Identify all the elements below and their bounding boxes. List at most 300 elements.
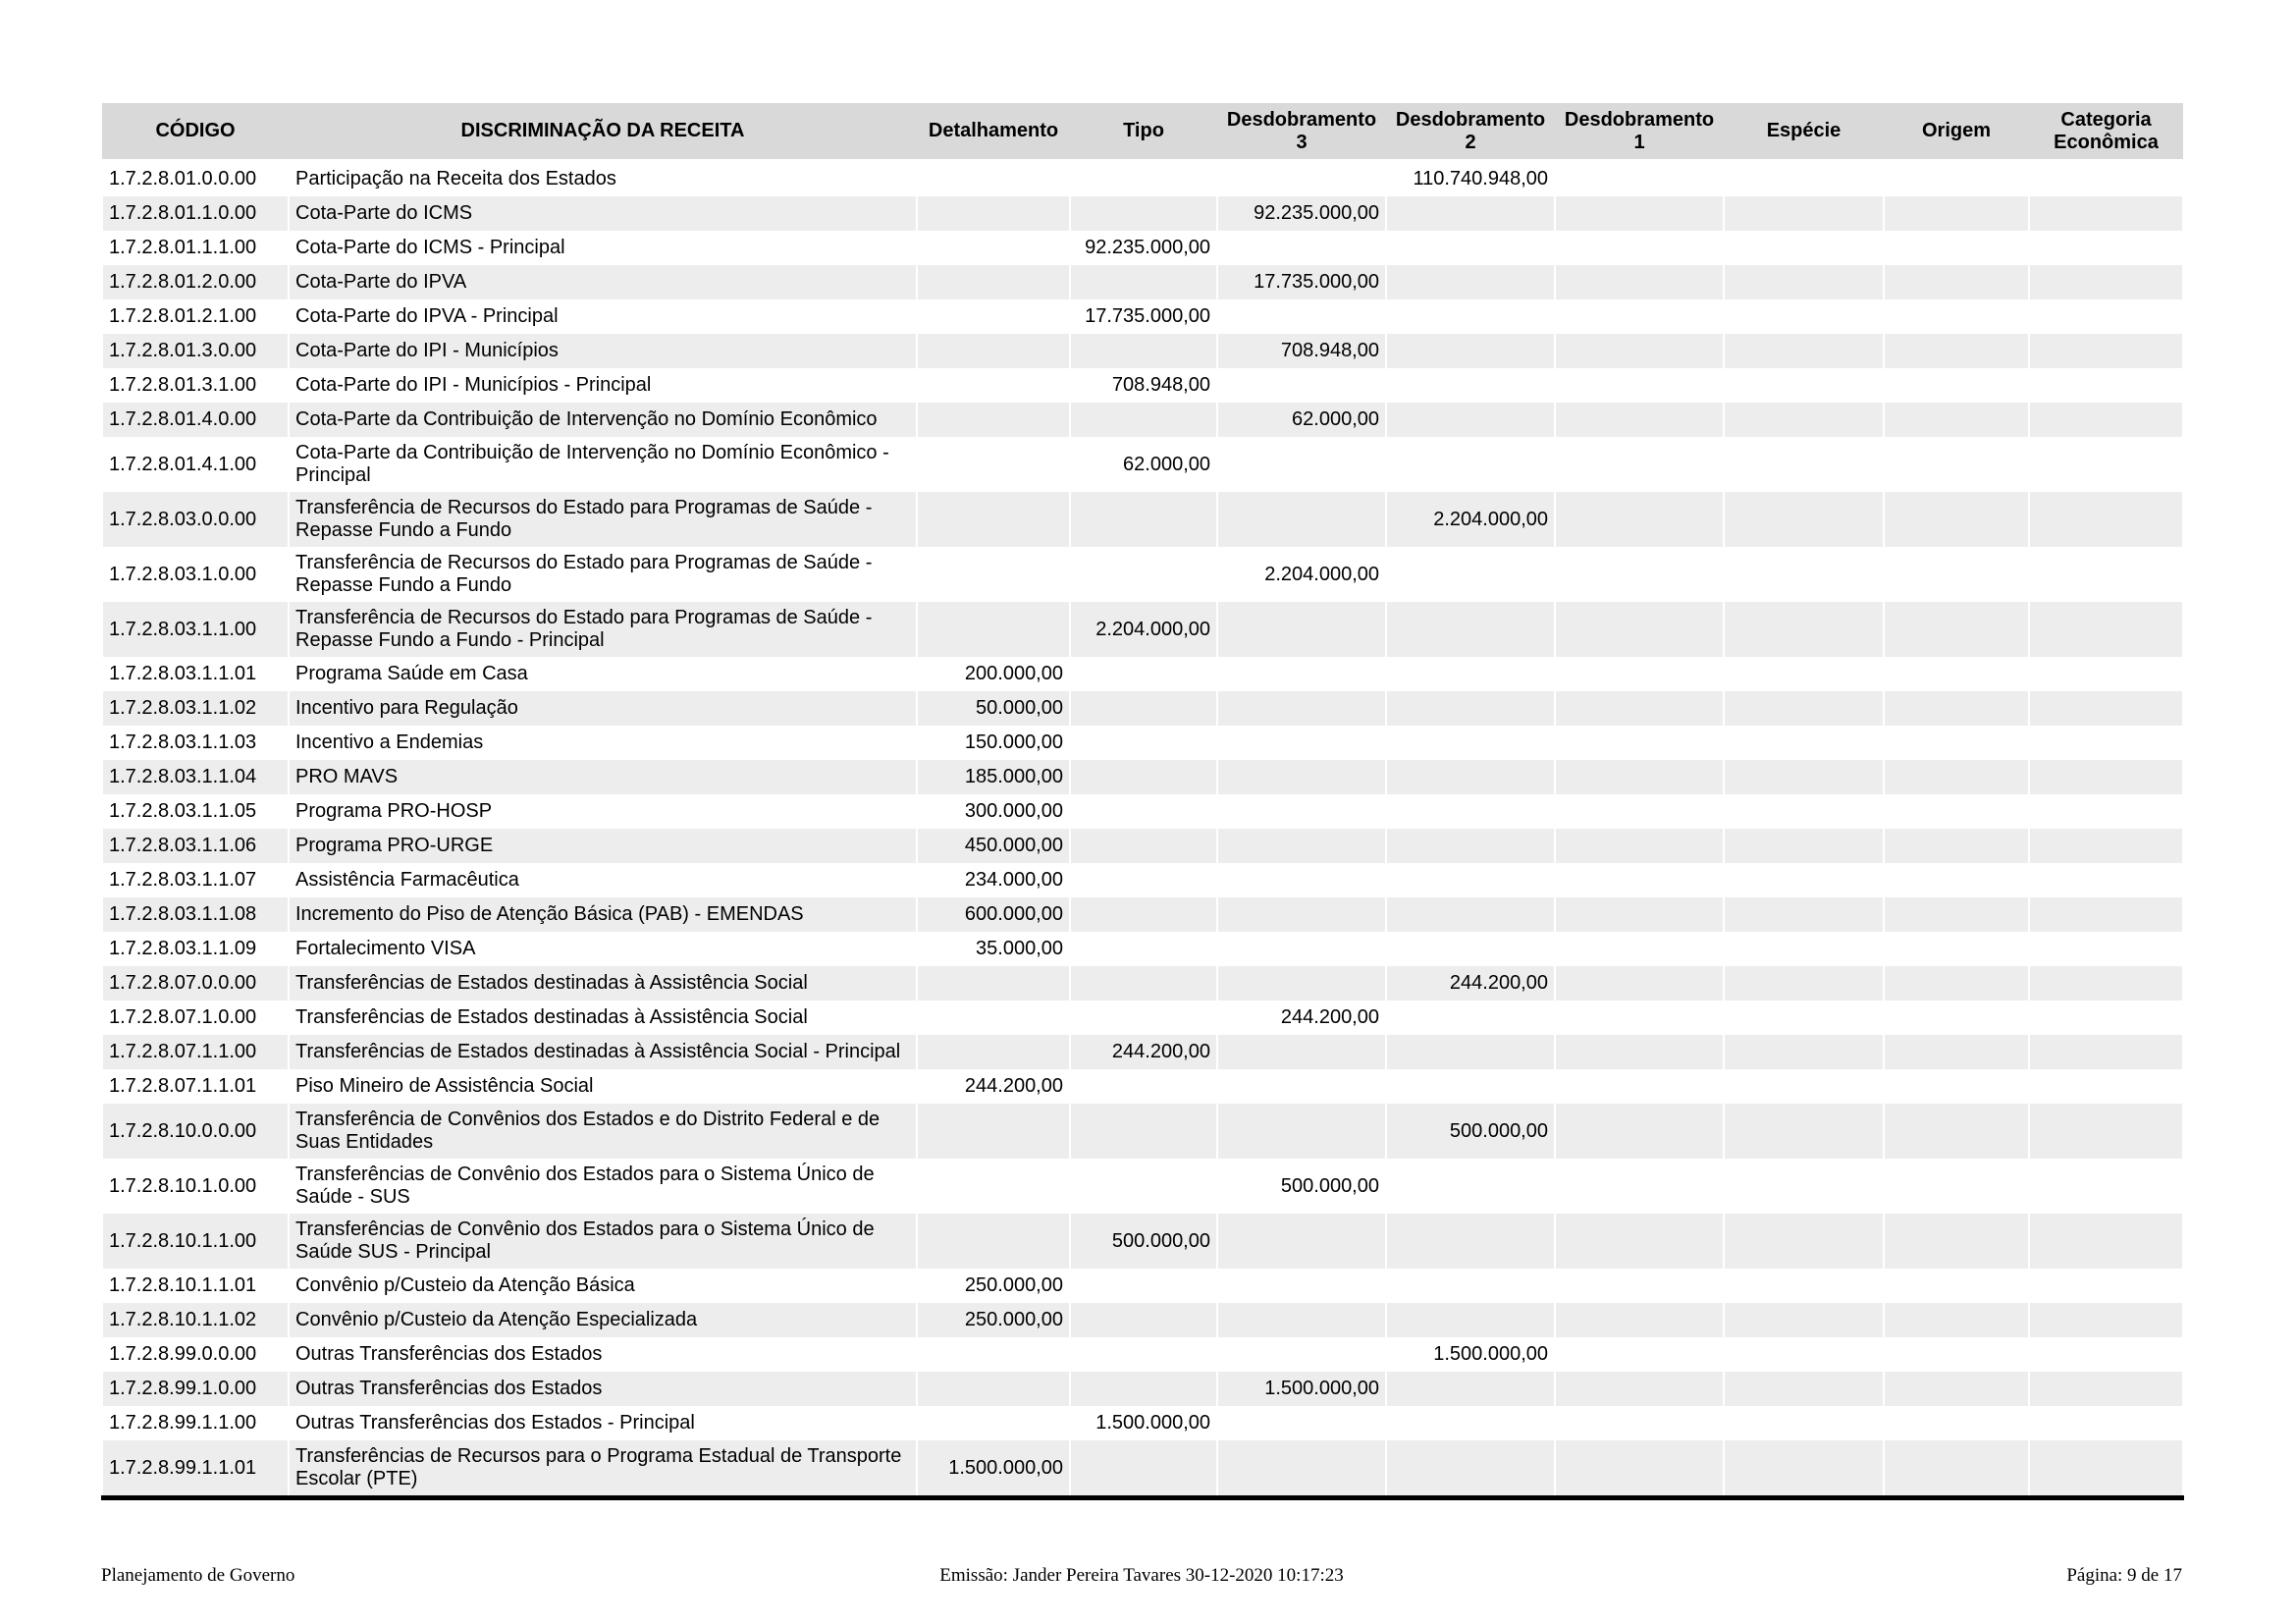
code-cell: 1.7.2.8.03.1.1.05: [102, 794, 289, 829]
categoria-economica-cell: [2029, 602, 2183, 657]
tipo-cell: [1070, 161, 1217, 197]
detalhamento-cell: [917, 1001, 1070, 1035]
desdobramento1-cell: [1555, 966, 1724, 1001]
tipo-cell: [1070, 863, 1217, 897]
detalhamento-cell: [917, 437, 1070, 492]
code-cell: 1.7.2.8.01.4.1.00: [102, 437, 289, 492]
report-name: Planejamento de Governo: [101, 1565, 295, 1586]
column-header-tipo: Tipo: [1070, 103, 1217, 161]
detalhamento-cell: 1.500.000,00: [917, 1440, 1070, 1498]
table-row: [102, 334, 2183, 368]
table-row: [102, 1035, 2183, 1069]
desdobramento3-cell: [1217, 760, 1386, 794]
page-footer: [101, 1565, 2182, 1591]
categoria-economica-cell: [2029, 657, 2183, 691]
table-row: [102, 403, 2183, 437]
desdobramento3-cell: [1217, 932, 1386, 966]
desdobramento2-cell: [1386, 403, 1555, 437]
detalhamento-cell: [917, 299, 1070, 334]
desdobramento3-cell: [1217, 657, 1386, 691]
desdobramento3-cell: [1217, 691, 1386, 726]
origem-cell: [1884, 897, 2029, 932]
desdobramento2-cell: [1386, 265, 1555, 299]
especie-cell: [1724, 829, 1884, 863]
origem-cell: [1884, 691, 2029, 726]
description-cell: Convênio p/Custeio da Atenção Especializada: [289, 1303, 917, 1337]
column-header-origem: Origem: [1884, 103, 2029, 161]
origem-cell: [1884, 932, 2029, 966]
detalhamento-cell: [917, 1035, 1070, 1069]
categoria-economica-cell: [2029, 196, 2183, 231]
tipo-cell: 708.948,00: [1070, 368, 1217, 403]
especie-cell: [1724, 602, 1884, 657]
origem-cell: [1884, 1269, 2029, 1303]
categoria-economica-cell: [2029, 368, 2183, 403]
origem-cell: [1884, 657, 2029, 691]
table-row: [102, 657, 2183, 691]
table-row: [102, 1069, 2183, 1104]
description-cell: Incentivo para Regulação: [289, 691, 917, 726]
table-row: [102, 966, 2183, 1001]
detalhamento-cell: 50.000,00: [917, 691, 1070, 726]
tipo-cell: [1070, 932, 1217, 966]
categoria-economica-cell: [2029, 829, 2183, 863]
tipo-cell: [1070, 794, 1217, 829]
desdobramento2-cell: [1386, 1001, 1555, 1035]
desdobramento2-cell: [1386, 196, 1555, 231]
code-cell: 1.7.2.8.03.1.0.00: [102, 547, 289, 602]
code-cell: 1.7.2.8.10.1.0.00: [102, 1159, 289, 1214]
desdobramento1-cell: [1555, 334, 1724, 368]
desdobramento2-cell: 500.000,00: [1386, 1104, 1555, 1159]
desdobramento1-cell: [1555, 265, 1724, 299]
desdobramento2-cell: [1386, 863, 1555, 897]
desdobramento1-cell: [1555, 161, 1724, 197]
desdobramento2-cell: [1386, 1372, 1555, 1406]
categoria-economica-cell: [2029, 403, 2183, 437]
desdobramento1-cell: [1555, 547, 1724, 602]
tipo-cell: [1070, 334, 1217, 368]
origem-cell: [1884, 196, 2029, 231]
desdobramento2-cell: [1386, 231, 1555, 265]
especie-cell: [1724, 1214, 1884, 1269]
tipo-cell: 92.235.000,00: [1070, 231, 1217, 265]
especie-cell: [1724, 760, 1884, 794]
desdobramento1-cell: [1555, 368, 1724, 403]
desdobramento1-cell: [1555, 1035, 1724, 1069]
categoria-economica-cell: [2029, 760, 2183, 794]
tipo-cell: [1070, 726, 1217, 760]
code-cell: 1.7.2.8.01.3.1.00: [102, 368, 289, 403]
categoria-economica-cell: [2029, 726, 2183, 760]
desdobramento3-cell: [1217, 1337, 1386, 1372]
desdobramento1-cell: [1555, 231, 1724, 265]
categoria-economica-cell: [2029, 492, 2183, 547]
especie-cell: [1724, 657, 1884, 691]
description-cell: Transferência de Recursos do Estado para Programas de Saúde - Repasse Fundo a Fundo: [289, 547, 917, 602]
table-row: [102, 863, 2183, 897]
desdobramento1-cell: [1555, 1372, 1724, 1406]
code-cell: 1.7.2.8.01.3.0.00: [102, 334, 289, 368]
description-cell: Programa PRO-URGE: [289, 829, 917, 863]
detalhamento-cell: 300.000,00: [917, 794, 1070, 829]
desdobramento1-cell: [1555, 863, 1724, 897]
table-row: [102, 492, 2183, 547]
especie-cell: [1724, 1269, 1884, 1303]
desdobramento3-cell: [1217, 1104, 1386, 1159]
origem-cell: [1884, 760, 2029, 794]
especie-cell: [1724, 231, 1884, 265]
detalhamento-cell: 244.200,00: [917, 1069, 1070, 1104]
code-cell: 1.7.2.8.99.1.1.00: [102, 1406, 289, 1440]
description-cell: Outras Transferências dos Estados: [289, 1372, 917, 1406]
detalhamento-cell: [917, 334, 1070, 368]
origem-cell: [1884, 863, 2029, 897]
table-header-row: [102, 103, 2183, 161]
column-header-desdobramento1: Desdobramento 1: [1555, 103, 1724, 161]
tipo-cell: [1070, 1337, 1217, 1372]
desdobramento2-cell: [1386, 897, 1555, 932]
code-cell: 1.7.2.8.03.1.1.03: [102, 726, 289, 760]
tipo-cell: [1070, 691, 1217, 726]
especie-cell: [1724, 1406, 1884, 1440]
categoria-economica-cell: [2029, 1214, 2183, 1269]
desdobramento1-cell: [1555, 1440, 1724, 1498]
description-cell: Cota-Parte do ICMS - Principal: [289, 231, 917, 265]
code-cell: 1.7.2.8.99.1.0.00: [102, 1372, 289, 1406]
origem-cell: [1884, 492, 2029, 547]
categoria-economica-cell: [2029, 897, 2183, 932]
origem-cell: [1884, 1440, 2029, 1498]
description-cell: Programa PRO-HOSP: [289, 794, 917, 829]
desdobramento1-cell: [1555, 932, 1724, 966]
table-row: [102, 1337, 2183, 1372]
description-cell: Cota-Parte da Contribuição de Intervenção no Domínio Econômico: [289, 403, 917, 437]
desdobramento1-cell: [1555, 691, 1724, 726]
detalhamento-cell: [917, 1372, 1070, 1406]
categoria-economica-cell: [2029, 1159, 2183, 1214]
table-row: [102, 1001, 2183, 1035]
desdobramento2-cell: [1386, 334, 1555, 368]
especie-cell: [1724, 691, 1884, 726]
table-row: [102, 161, 2183, 197]
revenue-table: [101, 103, 2184, 1500]
desdobramento3-cell: 17.735.000,00: [1217, 265, 1386, 299]
origem-cell: [1884, 403, 2029, 437]
tipo-cell: 500.000,00: [1070, 1214, 1217, 1269]
description-cell: Cota-Parte do IPVA - Principal: [289, 299, 917, 334]
code-cell: 1.7.2.8.03.1.1.01: [102, 657, 289, 691]
code-cell: 1.7.2.8.03.1.1.08: [102, 897, 289, 932]
origem-cell: [1884, 1001, 2029, 1035]
especie-cell: [1724, 726, 1884, 760]
desdobramento2-cell: [1386, 1303, 1555, 1337]
table-row: [102, 794, 2183, 829]
especie-cell: [1724, 1104, 1884, 1159]
categoria-economica-cell: [2029, 863, 2183, 897]
table-row: [102, 1159, 2183, 1214]
description-cell: Transferência de Convênios dos Estados e do Distrito Federal e de Suas Entidades: [289, 1104, 917, 1159]
desdobramento1-cell: [1555, 1159, 1724, 1214]
page-number: Página: 9 de 17: [2066, 1565, 2182, 1586]
especie-cell: [1724, 863, 1884, 897]
origem-cell: [1884, 334, 2029, 368]
desdobramento3-cell: 244.200,00: [1217, 1001, 1386, 1035]
column-header-desdobramento2: Desdobramento 2: [1386, 103, 1555, 161]
especie-cell: [1724, 1440, 1884, 1498]
column-header-desdobramento3: Desdobramento 3: [1217, 103, 1386, 161]
desdobramento3-cell: 500.000,00: [1217, 1159, 1386, 1214]
especie-cell: [1724, 1337, 1884, 1372]
especie-cell: [1724, 1035, 1884, 1069]
description-cell: Cota-Parte do IPI - Municípios - Principal: [289, 368, 917, 403]
tipo-cell: [1070, 196, 1217, 231]
table-row: [102, 1269, 2183, 1303]
table-row: [102, 726, 2183, 760]
desdobramento2-cell: [1386, 1159, 1555, 1214]
detalhamento-cell: [917, 966, 1070, 1001]
table-row: [102, 1372, 2183, 1406]
desdobramento3-cell: [1217, 368, 1386, 403]
description-cell: PRO MAVS: [289, 760, 917, 794]
desdobramento1-cell: [1555, 299, 1724, 334]
description-cell: Fortalecimento VISA: [289, 932, 917, 966]
code-cell: 1.7.2.8.01.1.1.00: [102, 231, 289, 265]
detalhamento-cell: 35.000,00: [917, 932, 1070, 966]
desdobramento2-cell: [1386, 602, 1555, 657]
categoria-economica-cell: [2029, 231, 2183, 265]
desdobramento2-cell: 2.204.000,00: [1386, 492, 1555, 547]
desdobramento1-cell: [1555, 829, 1724, 863]
description-cell: Transferências de Estados destinadas à Assistência Social - Principal: [289, 1035, 917, 1069]
desdobramento3-cell: [1217, 1440, 1386, 1498]
desdobramento1-cell: [1555, 1303, 1724, 1337]
desdobramento3-cell: [1217, 492, 1386, 547]
especie-cell: [1724, 547, 1884, 602]
code-cell: 1.7.2.8.03.1.1.06: [102, 829, 289, 863]
detalhamento-cell: [917, 1214, 1070, 1269]
table-row: [102, 299, 2183, 334]
origem-cell: [1884, 1035, 2029, 1069]
code-cell: 1.7.2.8.07.1.1.00: [102, 1035, 289, 1069]
tipo-cell: [1070, 1159, 1217, 1214]
especie-cell: [1724, 794, 1884, 829]
desdobramento1-cell: [1555, 760, 1724, 794]
desdobramento2-cell: 110.740.948,00: [1386, 161, 1555, 197]
tipo-cell: [1070, 547, 1217, 602]
tipo-cell: [1070, 403, 1217, 437]
categoria-economica-cell: [2029, 437, 2183, 492]
description-cell: Transferências de Convênio dos Estados para o Sistema Único de Saúde - SUS: [289, 1159, 917, 1214]
code-cell: 1.7.2.8.10.1.1.02: [102, 1303, 289, 1337]
tipo-cell: [1070, 760, 1217, 794]
desdobramento2-cell: [1386, 547, 1555, 602]
table-row: [102, 547, 2183, 602]
desdobramento1-cell: [1555, 1214, 1724, 1269]
desdobramento3-cell: [1217, 1069, 1386, 1104]
categoria-economica-cell: [2029, 691, 2183, 726]
origem-cell: [1884, 794, 2029, 829]
desdobramento2-cell: [1386, 1035, 1555, 1069]
detalhamento-cell: [917, 231, 1070, 265]
desdobramento3-cell: [1217, 1406, 1386, 1440]
table-row: [102, 691, 2183, 726]
origem-cell: [1884, 829, 2029, 863]
desdobramento1-cell: [1555, 1406, 1724, 1440]
desdobramento1-cell: [1555, 437, 1724, 492]
desdobramento2-cell: [1386, 1406, 1555, 1440]
desdobramento2-cell: [1386, 932, 1555, 966]
desdobramento1-cell: [1555, 1069, 1724, 1104]
desdobramento2-cell: [1386, 726, 1555, 760]
especie-cell: [1724, 299, 1884, 334]
tipo-cell: [1070, 1269, 1217, 1303]
description-cell: Assistência Farmacêutica: [289, 863, 917, 897]
code-cell: 1.7.2.8.03.0.0.00: [102, 492, 289, 547]
categoria-economica-cell: [2029, 1440, 2183, 1498]
tipo-cell: [1070, 966, 1217, 1001]
desdobramento3-cell: 708.948,00: [1217, 334, 1386, 368]
detalhamento-cell: 200.000,00: [917, 657, 1070, 691]
table-row: [102, 1406, 2183, 1440]
code-cell: 1.7.2.8.03.1.1.04: [102, 760, 289, 794]
detalhamento-cell: [917, 265, 1070, 299]
desdobramento2-cell: [1386, 299, 1555, 334]
origem-cell: [1884, 547, 2029, 602]
code-cell: 1.7.2.8.03.1.1.02: [102, 691, 289, 726]
code-cell: 1.7.2.8.07.0.0.00: [102, 966, 289, 1001]
table-row: [102, 602, 2183, 657]
table-header: [102, 103, 2183, 161]
desdobramento2-cell: [1386, 1214, 1555, 1269]
origem-cell: [1884, 161, 2029, 197]
code-cell: 1.7.2.8.01.0.0.00: [102, 161, 289, 197]
code-cell: 1.7.2.8.10.0.0.00: [102, 1104, 289, 1159]
detalhamento-cell: 185.000,00: [917, 760, 1070, 794]
especie-cell: [1724, 966, 1884, 1001]
table-row: [102, 1440, 2183, 1498]
categoria-economica-cell: [2029, 1035, 2183, 1069]
description-cell: Programa Saúde em Casa: [289, 657, 917, 691]
code-cell: 1.7.2.8.01.4.0.00: [102, 403, 289, 437]
table-row: [102, 897, 2183, 932]
especie-cell: [1724, 403, 1884, 437]
categoria-economica-cell: [2029, 794, 2183, 829]
table-row: [102, 1214, 2183, 1269]
especie-cell: [1724, 897, 1884, 932]
tipo-cell: [1070, 1303, 1217, 1337]
code-cell: 1.7.2.8.03.1.1.00: [102, 602, 289, 657]
origem-cell: [1884, 1337, 2029, 1372]
desdobramento3-cell: 62.000,00: [1217, 403, 1386, 437]
description-cell: Transferências de Estados destinadas à Assistência Social: [289, 966, 917, 1001]
desdobramento1-cell: [1555, 196, 1724, 231]
categoria-economica-cell: [2029, 161, 2183, 197]
desdobramento1-cell: [1555, 1269, 1724, 1303]
desdobramento3-cell: 2.204.000,00: [1217, 547, 1386, 602]
desdobramento1-cell: [1555, 602, 1724, 657]
categoria-economica-cell: [2029, 1372, 2183, 1406]
origem-cell: [1884, 726, 2029, 760]
tipo-cell: [1070, 897, 1217, 932]
desdobramento1-cell: [1555, 657, 1724, 691]
desdobramento2-cell: [1386, 1069, 1555, 1104]
emission-info: Emissão: Jander Pereira Tavares 30-12-2020 10:17:23: [939, 1565, 1344, 1586]
tipo-cell: [1070, 265, 1217, 299]
detalhamento-cell: 234.000,00: [917, 863, 1070, 897]
categoria-economica-cell: [2029, 299, 2183, 334]
description-cell: Transferências de Recursos para o Programa Estadual de Transporte Escolar (PTE): [289, 1440, 917, 1498]
table-row: [102, 829, 2183, 863]
especie-cell: [1724, 492, 1884, 547]
desdobramento3-cell: [1217, 726, 1386, 760]
tipo-cell: 62.000,00: [1070, 437, 1217, 492]
desdobramento2-cell: 1.500.000,00: [1386, 1337, 1555, 1372]
description-cell: Incremento do Piso de Atenção Básica (PAB) - EMENDAS: [289, 897, 917, 932]
desdobramento3-cell: [1217, 794, 1386, 829]
column-header-especie: Espécie: [1724, 103, 1884, 161]
especie-cell: [1724, 265, 1884, 299]
detalhamento-cell: 600.000,00: [917, 897, 1070, 932]
desdobramento2-cell: [1386, 691, 1555, 726]
code-cell: 1.7.2.8.99.0.0.00: [102, 1337, 289, 1372]
tipo-cell: 2.204.000,00: [1070, 602, 1217, 657]
code-cell: 1.7.2.8.01.1.0.00: [102, 196, 289, 231]
desdobramento3-cell: [1217, 966, 1386, 1001]
code-cell: 1.7.2.8.01.2.1.00: [102, 299, 289, 334]
categoria-economica-cell: [2029, 265, 2183, 299]
desdobramento2-cell: [1386, 829, 1555, 863]
desdobramento3-cell: [1217, 1035, 1386, 1069]
desdobramento1-cell: [1555, 1104, 1724, 1159]
desdobramento3-cell: [1217, 897, 1386, 932]
detalhamento-cell: [917, 196, 1070, 231]
desdobramento3-cell: [1217, 829, 1386, 863]
table-row: [102, 437, 2183, 492]
origem-cell: [1884, 1159, 2029, 1214]
especie-cell: [1724, 1159, 1884, 1214]
tipo-cell: [1070, 1001, 1217, 1035]
categoria-economica-cell: [2029, 966, 2183, 1001]
tipo-cell: 17.735.000,00: [1070, 299, 1217, 334]
table-row: [102, 760, 2183, 794]
table-row: [102, 196, 2183, 231]
detalhamento-cell: 150.000,00: [917, 726, 1070, 760]
origem-cell: [1884, 368, 2029, 403]
description-cell: Cota-Parte da Contribuição de Intervenção no Domínio Econômico - Principal: [289, 437, 917, 492]
description-cell: Transferência de Recursos do Estado para Programas de Saúde - Repasse Fundo a Fundo: [289, 492, 917, 547]
desdobramento3-cell: [1217, 299, 1386, 334]
detalhamento-cell: [917, 492, 1070, 547]
especie-cell: [1724, 932, 1884, 966]
desdobramento1-cell: [1555, 897, 1724, 932]
especie-cell: [1724, 196, 1884, 231]
especie-cell: [1724, 161, 1884, 197]
tipo-cell: [1070, 829, 1217, 863]
tipo-cell: [1070, 1069, 1217, 1104]
desdobramento2-cell: [1386, 368, 1555, 403]
description-cell: Cota-Parte do IPI - Municípios: [289, 334, 917, 368]
origem-cell: [1884, 1406, 2029, 1440]
detalhamento-cell: [917, 1337, 1070, 1372]
desdobramento2-cell: [1386, 794, 1555, 829]
origem-cell: [1884, 231, 2029, 265]
detalhamento-cell: [917, 1406, 1070, 1440]
origem-cell: [1884, 437, 2029, 492]
desdobramento1-cell: [1555, 726, 1724, 760]
code-cell: 1.7.2.8.07.1.1.01: [102, 1069, 289, 1104]
categoria-economica-cell: [2029, 932, 2183, 966]
